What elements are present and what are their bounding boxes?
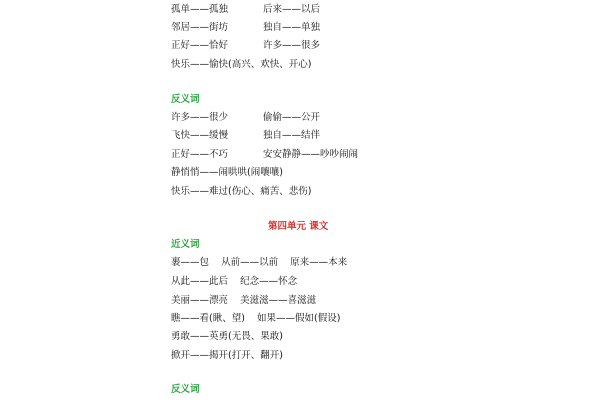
synonym-line: 瞧——看(瞅、望) 如果——假如(假设) <box>171 313 341 324</box>
synonym-pair: 邻居——街坊 <box>171 22 229 33</box>
synonym-line: 裹——包 从前——以前 原来——本来 <box>171 257 348 268</box>
unit-title: 第四单元 课文 <box>268 221 329 232</box>
synonym-pair: 后来——以后 <box>263 4 321 15</box>
synonyms-heading: 近义词 <box>171 239 200 250</box>
synonym-pair: 独自——单独 <box>263 22 321 33</box>
antonym-pair: 偷偷——公开 <box>263 112 321 123</box>
synonym-pair: 许多——很多 <box>263 40 321 51</box>
synonym-line: 勇敢——英勇(无畏、果敢) <box>171 331 283 342</box>
synonym-pair: 正好——恰好 <box>171 40 229 51</box>
antonym-pair: 独自——结伴 <box>263 130 321 141</box>
synonym-line: 掀开——揭开(打开、翻开) <box>171 350 283 361</box>
synonym-pair: 快乐——愉快(高兴、欢快、开心) <box>171 59 312 70</box>
antonyms-heading: 反义词 <box>171 384 200 395</box>
antonym-pair: 静悄悄——闹哄哄(闹嚷嚷) <box>171 167 283 178</box>
antonym-pair: 正好——不巧 <box>171 149 229 160</box>
synonym-line: 美丽——漂亮 美滋滋——喜滋滋 <box>171 295 317 306</box>
antonym-pair: 许多——很少 <box>171 112 229 123</box>
synonym-line: 从此——此后 纪念——怀念 <box>171 276 298 287</box>
antonym-pair: 快乐——难过(伤心、痛苦、悲伤) <box>171 186 312 197</box>
synonym-pair: 孤单——孤独 <box>171 4 229 15</box>
antonym-pair: 飞快——缓慢 <box>171 130 229 141</box>
antonym-pair: 安安静静——吵吵闹闹 <box>263 149 359 160</box>
antonyms-heading: 反义词 <box>171 94 200 105</box>
